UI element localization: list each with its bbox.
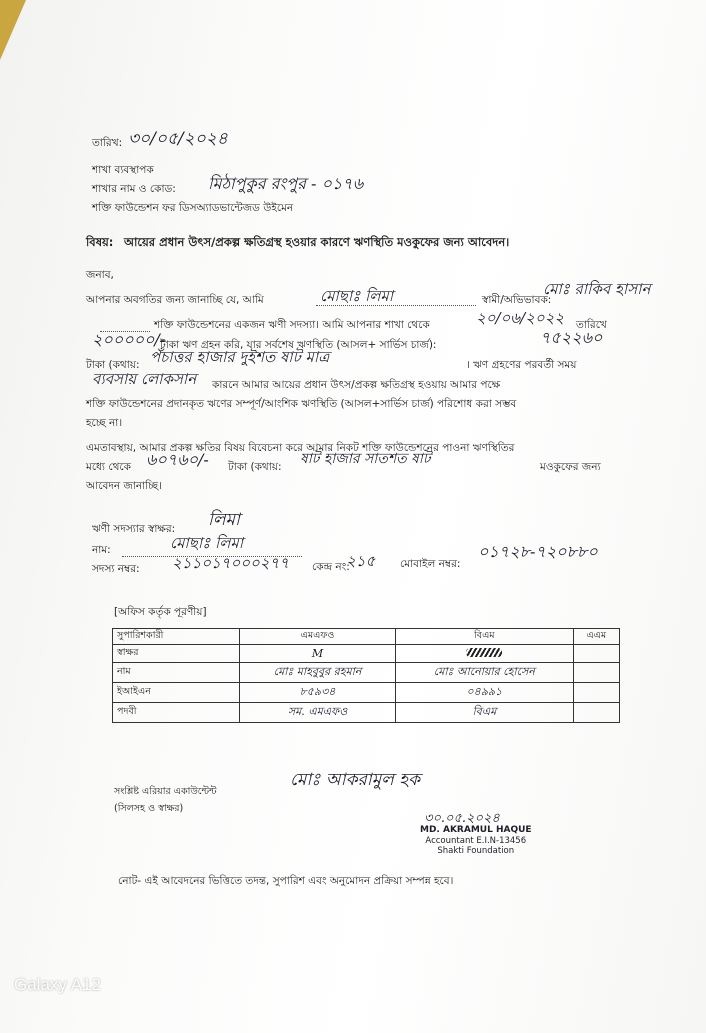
date-value: ৩০/০৫/২০২৪: [128, 129, 228, 149]
table-cell: মোঃ মাহবুবুর রহমান: [240, 663, 396, 683]
table-cell: বিএম: [396, 703, 574, 723]
mobile-label: মোবাইল নম্বর:: [400, 558, 461, 570]
table-cell: [573, 645, 619, 663]
table-cell: ৮৫৯৩৪: [240, 683, 396, 703]
table-header: সুপারিশকারী: [113, 629, 240, 645]
balance-handwritten: ৭৫২২৬০: [540, 328, 603, 347]
office-use-note: [অফিস কর্তৃক পূরণীয়]: [114, 606, 207, 618]
body-text-1d: তারিখে: [576, 319, 607, 331]
mobile-value: ০১৭২৮-৭২০৮৮০: [478, 542, 598, 561]
table-cell: [573, 703, 619, 723]
table-cell: সম. এমএফও: [240, 703, 396, 723]
row-label: ইআইএন: [113, 683, 240, 703]
table-row: [113, 703, 620, 723]
body-text-1c: শক্তি ফাউন্ডেশনের একজন ঋণী সদস্যা। আমি আপনার শাখা থেকে: [154, 319, 430, 331]
accountant-sign-date: ৩০.০৫.২০২৪: [424, 811, 500, 826]
member-name-handwritten: মোছাঃ লিমা: [320, 287, 394, 305]
body-text-2a: এমতাবস্থায়, আমার প্রকল্প ক্ষতির বিষয় বিবেচনা করে আমার নিকট শক্তি ফাউন্ডেশনের পাওনা ঋণস্থিতির: [86, 442, 515, 454]
subject-label: বিষয়:: [86, 235, 114, 249]
table-cell: [573, 683, 619, 703]
blank-line: [316, 305, 476, 306]
accountant-signature: মোঃ আকরামুল হক: [290, 770, 421, 790]
guardian-handwritten: মোঃ রাকিব হাসান: [543, 280, 651, 298]
stamp-title: Accountant E.I.N-13456: [425, 835, 527, 846]
organization-name: শক্তি ফাউন্ডেশন ফর ডিসঅ্যাডভান্টেজড উইমেন: [92, 202, 294, 214]
body-text-2c: টাকা (কথায়:: [228, 461, 282, 473]
body-text-1f: টাকা (কথায়:: [86, 359, 140, 371]
body-text-2e: আবেদন জানাচ্ছি।: [86, 480, 162, 492]
table-cell: [573, 663, 619, 683]
approval-table: [112, 628, 620, 723]
body-text-1a: আপনার অবগতির জন্য জানাচ্ছি যে, আমি: [86, 294, 264, 306]
footnote: নোট- এই আবেদনের ভিত্তিতে তদন্ত, সুপারিশ এবং অনুমোদন প্রক্রিয়া সম্পন্ন হবে।: [118, 875, 454, 887]
center-label: কেন্দ্র নং:: [312, 561, 350, 573]
waive-amount-handwritten: ৬০৭৬০/-: [146, 450, 209, 469]
member-id-label: সদস্য নম্বর:: [92, 563, 140, 575]
camera-watermark: Galaxy A12: [14, 975, 101, 994]
table-row: [113, 683, 620, 703]
member-id-value: ২১১০১৭০০০২৭৭: [172, 554, 289, 572]
cause-handwritten: ব্যবসায় লোকসান: [92, 370, 197, 388]
branch-label: শাখার নাম ও কোড:: [92, 183, 176, 195]
body-text-1b: স্বামী/অভিভাবক:: [482, 294, 552, 306]
table-cell: ০৪৯৯১: [396, 683, 574, 703]
accountant-label: সংশ্লিষ্ট এরিয়ার একাউন্টেন্ট: [114, 786, 217, 797]
body-text-2b: মধ্যে থেকে: [86, 461, 131, 473]
table-header: বিএম: [396, 629, 574, 645]
date-label: তারিখ:: [92, 137, 123, 149]
row-label: পদবী: [113, 703, 240, 723]
branch-manager: শাখা ব্যবস্থাপক: [92, 164, 154, 176]
member-name-value: মোছাঃ লিমা: [170, 534, 244, 552]
member-signature: লিমা: [208, 510, 240, 530]
member-name-label: নাম:: [92, 544, 111, 556]
table-cell: [396, 645, 574, 663]
center-value: ২১৫: [346, 552, 376, 570]
table-row: [113, 663, 620, 683]
accountant-stamp: [420, 825, 532, 856]
loan-amount-handwritten: ২০০০০০/-: [92, 330, 166, 349]
loan-date-handwritten: ২০/০৬/২০২২: [476, 309, 565, 327]
row-label: নাম: [113, 663, 240, 683]
row-label: স্বাক্ষর: [113, 645, 240, 663]
background-corner: [0, 0, 26, 60]
table-row: [113, 645, 620, 663]
body-text-1g: । ঋণ গ্রহণের পরবর্তী সময়: [466, 359, 577, 371]
accountant-sub-label: (সিলসহ ও স্বাক্ষর): [114, 803, 184, 814]
body-text-2d: মওকুফের জন্য: [540, 461, 601, 473]
waive-words-handwritten: ষাট হাজার সাতশত ষাট: [300, 451, 431, 467]
body-text-1i: শক্তি ফাউন্ডেশনের প্রদানকৃত ঋণের সম্পূর্ণ/আংশিক ঋণস্থিতি (আসল+সার্ভিস চার্জ) পরিশোধ করা সম্ভব: [86, 398, 517, 410]
stamp-name: MD. AKRAMUL HAQUE: [420, 825, 532, 835]
table-cell: মোঃ আনোয়ার হোসেন: [396, 663, 574, 683]
bm-signature-scribble: [466, 648, 502, 657]
body-text-1j: হচ্ছে না।: [86, 417, 123, 429]
branch-value: মিঠাপুকুর রংপুর - ০১৭৬: [208, 174, 364, 193]
subject-text: আয়ের প্রধান উৎস/প্রকল্প ক্ষতিগ্রস্থ হওয়ার কারণে ঋণস্থিতি মওকুফের জন্য আবেদন।: [124, 235, 510, 249]
table-header: এএম: [573, 629, 619, 645]
table-cell: M: [240, 645, 396, 663]
stamp-org: Shakti Foundation: [437, 845, 515, 856]
body-text-1e: টাকা ঋণ গ্রহন করি, যার সর্বশেষ ঋণস্থিতি (আসল+ সার্ভিস চার্জ):: [160, 339, 437, 351]
member-signature-label: ঋণী সদস্যার স্বাক্ষর:: [92, 523, 176, 535]
table-header: এমএফও: [240, 629, 396, 645]
balance-words-handwritten: পঁচাত্তর হাজার দুইশত ষাট মাত্র: [150, 348, 330, 366]
salutation: জনাব,: [86, 269, 114, 281]
body-text-1h: কারনে আমার আয়ের প্রধান উৎস/প্রকল্প ক্ষতিগ্রস্থ হওয়ায় আমার পক্ষে: [212, 379, 501, 391]
